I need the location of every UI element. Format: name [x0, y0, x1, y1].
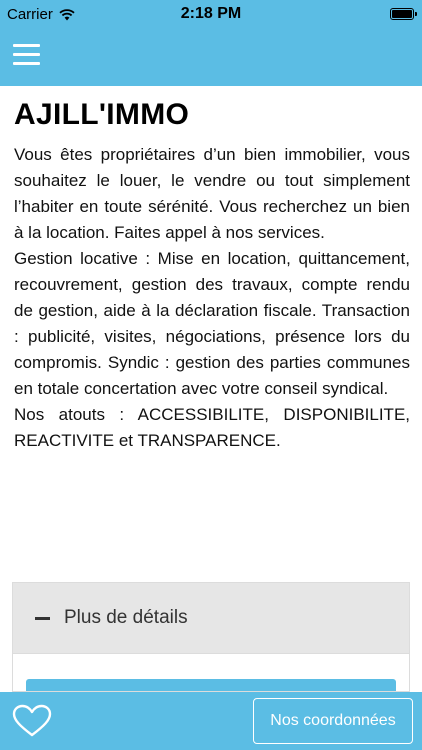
services-paragraph: Gestion locative : Mise en location, quittancement, recouvrement, gestion des travaux, compte rendu de gestion, aide à la déclaration fiscale. Transaction : publicité, visites, négociations, présence lors du compromis. Syndic : gestion des parties communes en totale concertation avec votre conseil syndical.: [14, 249, 410, 398]
carrier-label: Carrier: [7, 6, 53, 23]
contact-button[interactable]: Nos coordonnées: [253, 698, 413, 744]
bottom-bar: [0, 692, 422, 750]
status-time: 2:18 PM: [180, 5, 242, 22]
accordion-label: Plus de détails: [64, 607, 188, 628]
nav-bar: [0, 30, 422, 86]
intro-paragraph: Vous êtes propriétaires d’un bien immobilier, vous souhaitez le louer, le vendre ou tout simplement l’habiter en toute sérénité. Vous recherchez un bien à la location. Faites appel à nos services.: [14, 145, 410, 242]
menu-line-top: [13, 44, 40, 47]
heart-icon[interactable]: [12, 704, 52, 738]
hamburger-menu-icon[interactable]: [13, 44, 41, 68]
strengths-paragraph: Nos atouts : ACCESSIBILITE, DISPONIBILITE, REACTIVITE et TRANSPARENCE.: [14, 405, 410, 450]
page-title: AJILL'IMMO: [14, 98, 190, 131]
status-bar: [0, 0, 422, 30]
menu-line-bottom: [13, 62, 40, 65]
main-content: [14, 86, 410, 454]
accordion-toggle[interactable]: [13, 583, 409, 654]
details-accordion: [12, 582, 410, 692]
accordion-content-edge: [26, 679, 396, 691]
battery-fill: [392, 10, 412, 18]
battery-icon: [390, 8, 414, 20]
menu-line-middle: [13, 53, 40, 56]
minus-icon: [35, 617, 50, 620]
